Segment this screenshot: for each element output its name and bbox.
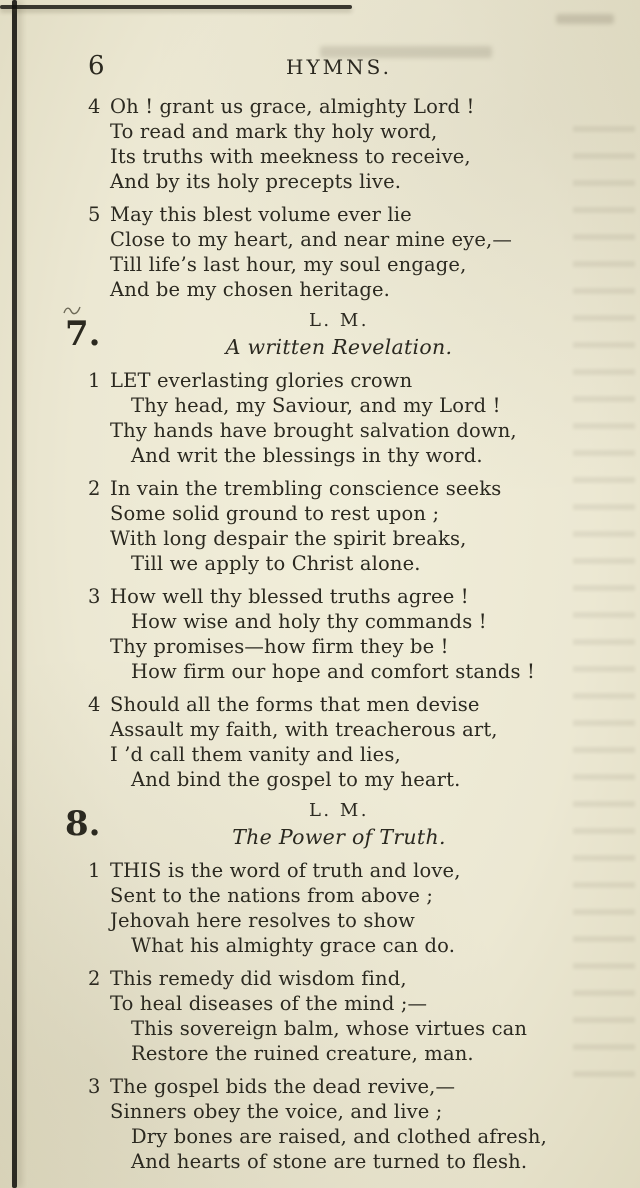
- page-edge-shadow-left: [12, 0, 17, 1188]
- stanza-number: 1: [88, 859, 101, 882]
- verse-line: Dry bones are raised, and clothed afresh,: [131, 1125, 547, 1148]
- stanza: [88, 858, 590, 958]
- page-edge-shadow-top: [0, 5, 352, 9]
- verse-line: Till life’s last hour, my soul engage,: [110, 253, 467, 276]
- hymn-header: [65, 800, 590, 850]
- verse-line: And writ the blessings in thy word.: [131, 444, 483, 467]
- verse-line: This sovereign balm, whose virtues can: [131, 1017, 528, 1040]
- stanza-number: 2: [88, 967, 101, 990]
- stanza: [88, 584, 590, 684]
- show-through-ghost-corner: [556, 14, 614, 24]
- verse-line: Till we apply to Christ alone.: [131, 552, 421, 575]
- verse-line: And by its holy precepts live.: [110, 170, 402, 193]
- verse-line: Jehovah here resolves to show: [110, 909, 415, 932]
- page-number: 6: [88, 51, 105, 81]
- verse-line: How firm our hope and comfort stands !: [131, 660, 536, 683]
- stanza: [88, 966, 590, 1066]
- stanza: [88, 1074, 590, 1174]
- hymn-sections: [65, 310, 590, 1174]
- stanza-number: 4: [88, 693, 101, 716]
- verse-line: This remedy did wisdom find,: [110, 967, 407, 990]
- verse-line: Assault my faith, with treacherous art,: [110, 718, 498, 741]
- verse-line: The gospel bids the dead revive,—: [110, 1075, 456, 1098]
- verse-line: And be my chosen heritage.: [110, 278, 391, 301]
- verse-line: Close to my heart, and near mine eye,—: [110, 228, 513, 251]
- verse-line: Thy promises—how firm they be !: [110, 635, 449, 658]
- hymn-number: 7.: [65, 314, 101, 354]
- verse-line: To read and mark thy holy word,: [110, 120, 438, 143]
- hymn-meter: L. M.: [308, 800, 370, 821]
- stanza: [88, 202, 590, 302]
- verse-line: With long despair the spirit breaks,: [110, 527, 467, 550]
- verse-line: May this blest volume ever lie: [110, 203, 412, 226]
- hymn-title: The Power of Truth.: [232, 825, 446, 849]
- verse-line: To heal diseases of the mind ;—: [110, 992, 428, 1015]
- stanza: [88, 368, 590, 468]
- stanza: [88, 94, 590, 194]
- hymn-title: A written Revelation.: [225, 335, 453, 359]
- stanza-number: 4: [88, 95, 101, 118]
- verse-line: THIS is the word of truth and love,: [110, 859, 461, 882]
- verse-line: Thy head, my Saviour, and my Lord !: [131, 394, 501, 417]
- verse-line: Some solid ground to rest upon ;: [110, 502, 440, 525]
- hymn-number: 8.: [65, 804, 101, 844]
- verse-line: And bind the gospel to my heart.: [131, 768, 461, 791]
- ink-mark-icon: [62, 301, 82, 320]
- hymn-meter: L. M.: [308, 310, 370, 331]
- verse-line: I ’d call them vanity and lies,: [110, 743, 401, 766]
- verse-line: Sent to the nations from above ;: [110, 884, 434, 907]
- page-header: [88, 50, 590, 82]
- stanza-number: 3: [88, 1075, 101, 1098]
- verse-line: Its truths with meekness to receive,: [110, 145, 471, 168]
- stanza-number: 2: [88, 477, 101, 500]
- stanza-number: 5: [88, 203, 101, 226]
- running-title: HYMNS.: [286, 55, 392, 79]
- stanza: [88, 692, 590, 792]
- verse-line: And hearts of stone are turned to flesh.: [131, 1150, 528, 1173]
- stanza-number: 3: [88, 585, 101, 608]
- text-block: [65, 50, 590, 1182]
- verse-line: Thy hands have brought salvation down,: [110, 419, 517, 442]
- stanza-number: 1: [88, 369, 101, 392]
- verse-line: Oh ! grant us grace, almighty Lord !: [110, 95, 475, 118]
- hymn-section: [65, 800, 590, 1174]
- verse-line: How well thy blessed truths agree !: [110, 585, 469, 608]
- verse-line: Restore the ruined creature, man.: [131, 1042, 474, 1065]
- verse-line: Should all the forms that men devise: [110, 693, 480, 716]
- verse-line: How wise and holy thy commands !: [131, 610, 487, 633]
- verse-line: LET everlasting glories crown: [110, 369, 413, 392]
- hymn-header: [65, 310, 590, 360]
- stanza: [88, 476, 590, 576]
- hymn-section: [65, 310, 590, 792]
- verse-line: What his almighty grace can do.: [131, 934, 456, 957]
- verse-line: In vain the trembling conscience seeks: [110, 477, 502, 500]
- verse-line: Sinners obey the voice, and live ;: [110, 1100, 443, 1123]
- hymn-6-continued-stanzas: [88, 94, 590, 302]
